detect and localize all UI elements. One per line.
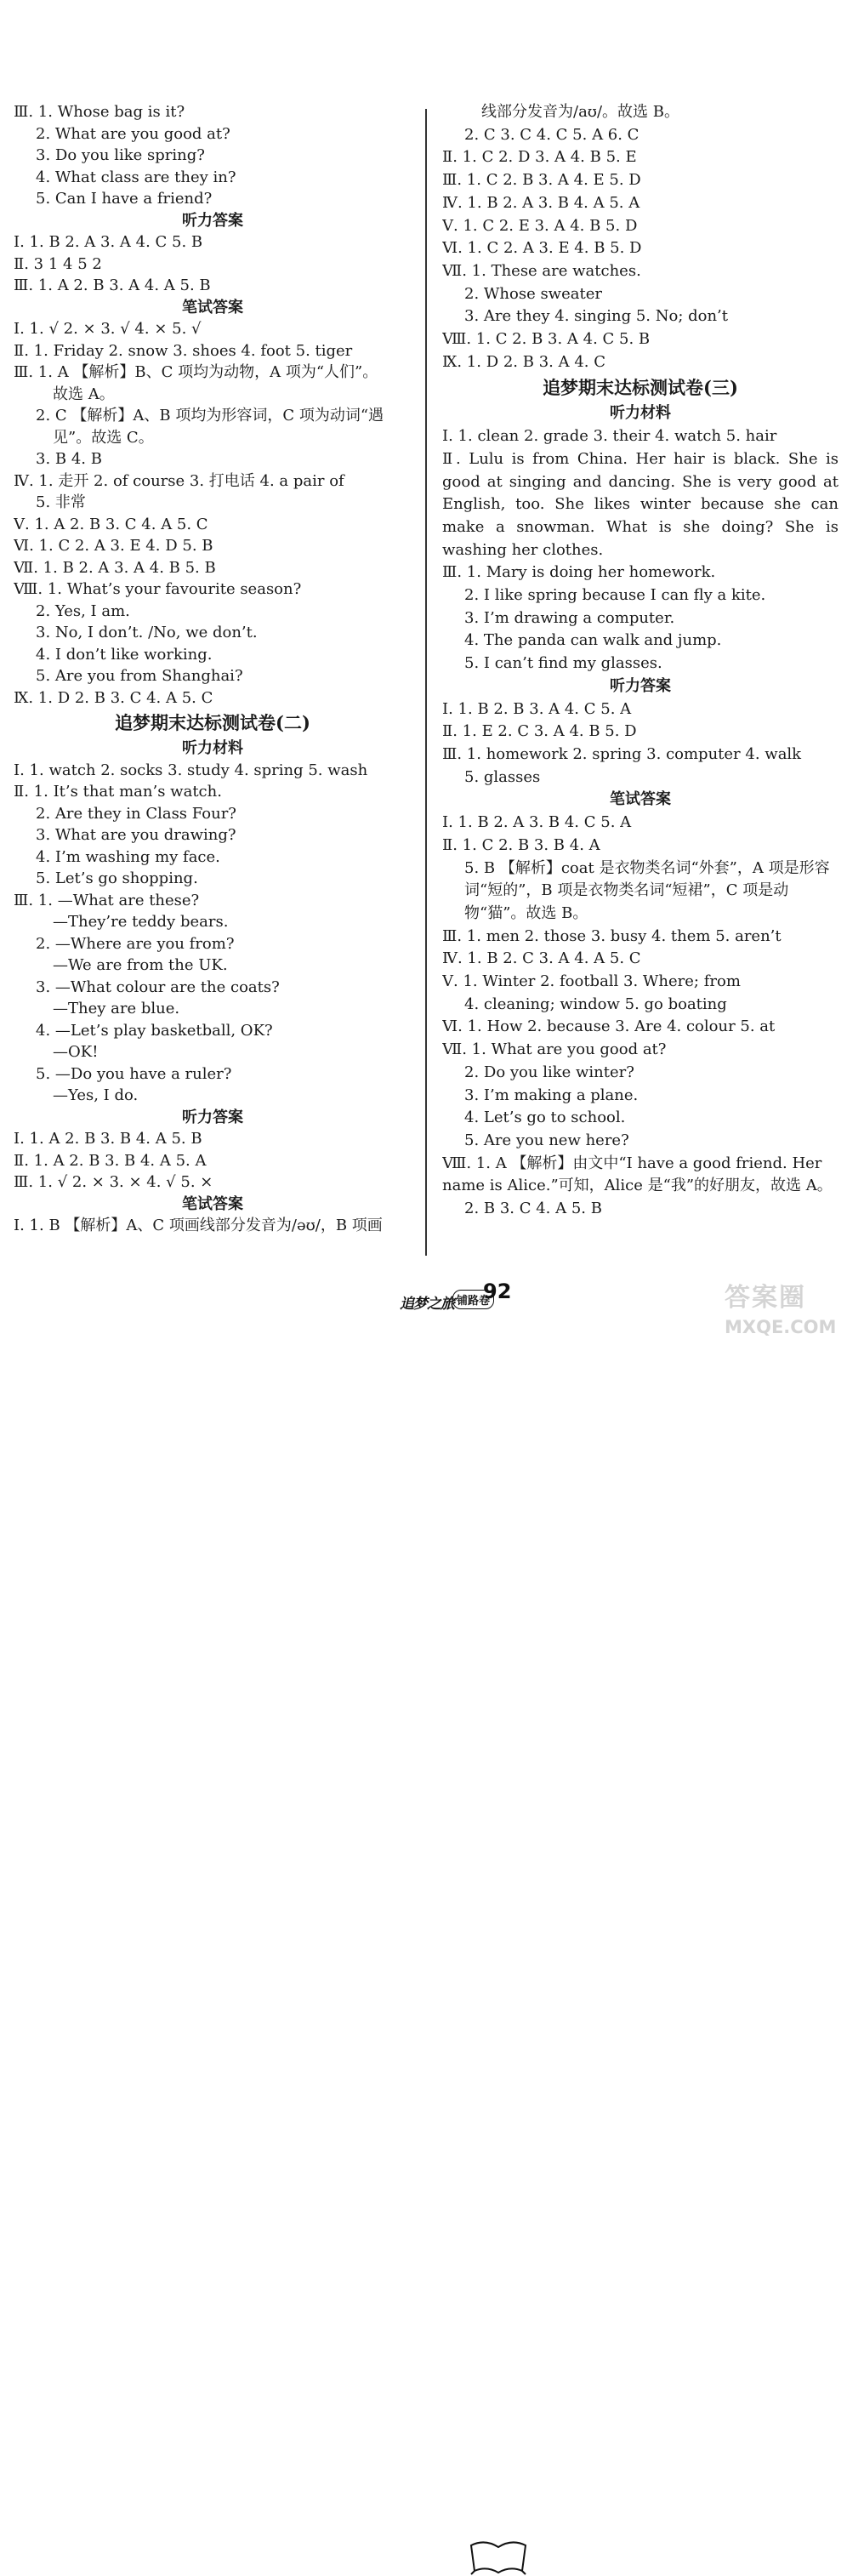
left-column-line: Ⅲ. 1. A 【解析】B、C 项均为动物，A 项为“人们”。 bbox=[14, 363, 378, 381]
right-column bbox=[442, 101, 838, 1221]
left-column-line: 4. —Let’s play basketball, OK? bbox=[36, 1021, 273, 1040]
right-column-line: Ⅷ. 1. A 【解析】由文中“I have a good friend. Her name is Alice.”可知，Alice 是“我”的好朋友，故选 A。 bbox=[442, 1154, 833, 1195]
right-column-line: 4. cleaning; window 5. go boating bbox=[464, 994, 727, 1013]
left-column-line: Ⅰ. 1. watch 2. socks 3. study 4. spring 5. wash bbox=[14, 761, 368, 779]
right-column-line: 2. Do you like winter? bbox=[464, 1063, 634, 1081]
left-column-line: 5. —Do you have a ruler? bbox=[36, 1064, 232, 1083]
right-column-line: 2. Whose sweater bbox=[464, 284, 602, 303]
left-column-line: —OK! bbox=[53, 1043, 99, 1061]
right-column-line: Ⅶ. 1. These are watches. bbox=[442, 261, 641, 280]
left-column-line: —Yes, I do. bbox=[53, 1086, 139, 1104]
left-column-line: 5. Are you from Shanghai? bbox=[36, 667, 243, 685]
left-column-line: Ⅰ. 1. A 2. B 3. B 4. A 5. B bbox=[14, 1130, 202, 1148]
left-column-line: 5. 非常 bbox=[36, 493, 86, 511]
left-column-line: 听力材料 bbox=[182, 739, 243, 757]
brand-logo-text: 追梦之旅 bbox=[400, 1296, 454, 1313]
left-column-line: —We are from the UK. bbox=[53, 956, 228, 974]
right-column-line: 3. Are they 4. singing 5. No; don’t bbox=[464, 307, 729, 326]
right-column-line: 4. Let’s go to school. bbox=[464, 1108, 626, 1127]
watermark bbox=[725, 1276, 835, 1353]
left-column-line: 笔试答案 bbox=[182, 1194, 243, 1213]
left-column-line: —They are blue. bbox=[53, 1000, 180, 1017]
left-column-line: 3. Do you like spring? bbox=[36, 146, 205, 164]
brand-badge: 铺路卷 bbox=[452, 1290, 494, 1309]
left-column-line: Ⅵ. 1. C 2. A 3. E 4. D 5. B bbox=[14, 537, 213, 555]
right-column-line: 2. C 3. C 4. C 5. A 6. C bbox=[464, 125, 640, 144]
right-column-line: 3. I’m drawing a computer. bbox=[464, 608, 675, 627]
left-column-line: 2. Yes, I am. bbox=[36, 601, 130, 620]
left-column-line: 2. C 【解析】A、B 项均为形容词，C 项为动词“遇 bbox=[36, 407, 384, 425]
right-column-line: Ⅳ. 1. B 2. C 3. A 4. A 5. C bbox=[442, 949, 641, 968]
left-column-line: —They’re teddy bears. bbox=[53, 913, 229, 931]
left-column-line: Ⅱ. 1. Friday 2. snow 3. shoes 4. foot 5. tiger bbox=[14, 341, 353, 360]
left-column-line: Ⅱ. 3 1 4 5 2 bbox=[14, 254, 102, 273]
left-column-line: 4. What class are they in? bbox=[36, 168, 236, 186]
right-column-line: Ⅲ. 1. homework 2. spring 3. computer 4. walk bbox=[442, 744, 802, 763]
watermark-line2: MXQE.COM bbox=[725, 1317, 837, 1337]
left-column-line: 3. B 4. B bbox=[36, 450, 102, 468]
right-column-line: Ⅱ. 1. E 2. C 3. A 4. B 5. D bbox=[442, 722, 637, 741]
right-column-line: 线部分发音为/aʊ/。故选 B。 bbox=[481, 103, 679, 121]
left-column-line: Ⅲ. 1. √ 2. × 3. × 4. √ 5. × bbox=[14, 1173, 213, 1191]
left-column-line: 见”。故选 C。 bbox=[53, 428, 154, 447]
left-column bbox=[14, 101, 412, 1237]
right-column-line: 5. I can’t find my glasses. bbox=[464, 654, 662, 673]
right-column-line: Ⅲ. 1. C 2. B 3. A 4. E 5. D bbox=[442, 171, 641, 190]
left-column-line: Ⅲ. 1. —What are these? bbox=[14, 891, 200, 909]
left-column-line: 3. —What colour are the coats? bbox=[36, 977, 280, 996]
left-column-line: Ⅲ. 1. A 2. B 3. A 4. A 5. B bbox=[14, 276, 211, 294]
right-column-line: 5. B 【解析】coat 是衣物类名词“外套”，A 项是形容词“短的”，B 项是衣物类名词“短裙”，C 项是动物“猫”。故选 B。 bbox=[464, 858, 830, 922]
right-column-line: Ⅵ. 1. How 2. because 3. Are 4. colour 5. at bbox=[442, 1017, 776, 1036]
right-column-line: 5. Are you new here? bbox=[464, 1131, 629, 1149]
left-column-line: Ⅳ. 1. 走开 2. of course 3. 打电话 4. a pair of bbox=[14, 471, 344, 490]
right-column-line: 2. I like spring because I can fly a kite. bbox=[464, 586, 766, 605]
right-column-line: Ⅷ. 1. C 2. B 3. A 4. C 5. B bbox=[442, 330, 651, 349]
right-column-line: Ⅱ. 1. C 2. B 3. B 4. A bbox=[442, 835, 600, 854]
left-column-line: Ⅱ. 1. A 2. B 3. B 4. A 5. A bbox=[14, 1151, 207, 1170]
right-column-line: Ⅱ. 1. C 2. D 3. A 4. B 5. E bbox=[442, 148, 637, 167]
left-column-line: 3. What are you drawing? bbox=[36, 826, 236, 844]
right-column-line: Ⅲ. 1. men 2. those 3. busy 4. them 5. aren’t bbox=[442, 926, 782, 945]
left-column-line: Ⅸ. 1. D 2. B 3. C 4. A 5. C bbox=[14, 688, 213, 707]
left-column-line: 听力答案 bbox=[182, 211, 243, 230]
left-column-line: 4. I’m washing my face. bbox=[36, 847, 220, 866]
right-column-line: Ⅸ. 1. D 2. B 3. A 4. C bbox=[442, 352, 605, 371]
left-column-line: Ⅱ. 1. It’s that man’s watch. bbox=[14, 783, 222, 801]
right-column-line: 3. I’m making a plane. bbox=[464, 1086, 639, 1104]
right-column-line: 2. B 3. C 4. A 5. B bbox=[464, 1200, 602, 1218]
left-column-line: 5. Let’s go shopping. bbox=[36, 869, 198, 887]
left-column-line: 故选 A。 bbox=[53, 385, 115, 403]
right-column-line: 5. glasses bbox=[464, 767, 541, 786]
left-column-line: Ⅰ. 1. √ 2. × 3. √ 4. × 5. √ bbox=[14, 320, 202, 338]
left-column-line: 笔试答案 bbox=[182, 298, 243, 316]
right-column-line: 听力答案 bbox=[610, 676, 671, 695]
watermark-line1: 答案圈 bbox=[725, 1283, 806, 1313]
right-column-line: Ⅲ. 1. Mary is doing her homework. bbox=[442, 563, 716, 582]
right-column-line: Ⅰ. 1. B 2. B 3. A 4. C 5. A bbox=[442, 699, 632, 718]
right-column-line: Ⅰ. 1. clean 2. grade 3. their 4. watch 5. hair bbox=[442, 427, 777, 446]
right-column-line: Ⅴ. 1. Winter 2. football 3. Where; from bbox=[442, 972, 741, 991]
right-column-line: 听力材料 bbox=[610, 404, 671, 423]
left-column-line: Ⅷ. 1. What’s your favourite season? bbox=[14, 580, 302, 598]
right-column-line: Ⅵ. 1. C 2. A 3. E 4. B 5. D bbox=[442, 239, 642, 258]
right-column-line: Ⅰ. 1. B 2. A 3. B 4. C 5. A bbox=[442, 813, 632, 832]
left-column-line: Ⅶ. 1. B 2. A 3. A 4. B 5. B bbox=[14, 558, 216, 577]
column-divider bbox=[425, 109, 427, 1256]
left-column-line: 5. Can I have a friend? bbox=[36, 190, 213, 208]
left-column-line: 2. Are they in Class Four? bbox=[36, 804, 236, 823]
left-column-line: 2. What are you good at? bbox=[36, 124, 230, 143]
right-column-line: Ⅴ. 1. C 2. E 3. A 4. B 5. D bbox=[442, 216, 638, 235]
open-book-icon bbox=[468, 2537, 529, 2576]
left-column-line: 听力答案 bbox=[182, 1108, 243, 1126]
left-column-line: Ⅰ. 1. B 【解析】A、C 项画线部分发音为/əʊ/，B 项画 bbox=[14, 1217, 383, 1234]
right-column-line: Ⅱ. Lulu is from China. Her hair is black. She is good at singing and dancing. She is very good at English, too. She likes winter because she can make a snowman. What is she doing? She is washing her clothes. bbox=[442, 449, 838, 559]
left-column-line: Ⅲ. 1. Whose bag is it? bbox=[14, 103, 185, 121]
right-column-line: 4. The panda can walk and jump. bbox=[464, 631, 722, 650]
right-column-line: 笔试答案 bbox=[610, 790, 671, 809]
page-number: 92 bbox=[483, 1279, 512, 1303]
left-column-line: Ⅴ. 1. A 2. B 3. C 4. A 5. C bbox=[14, 515, 208, 533]
right-column-line: 追梦期末达标测试卷(三) bbox=[543, 377, 738, 399]
left-column-line: Ⅰ. 1. B 2. A 3. A 4. C 5. B bbox=[14, 233, 203, 251]
left-column-line: 3. No, I don’t. /No, we don’t. bbox=[36, 624, 258, 641]
left-column-line: 4. I don’t like working. bbox=[36, 645, 213, 664]
right-column-line: Ⅳ. 1. B 2. A 3. B 4. A 5. A bbox=[442, 193, 640, 212]
left-column-line: 追梦期末达标测试卷(二) bbox=[115, 712, 310, 733]
left-column-line: 2. —Where are you from? bbox=[36, 934, 235, 953]
right-column-line: Ⅶ. 1. What are you good at? bbox=[442, 1040, 667, 1059]
